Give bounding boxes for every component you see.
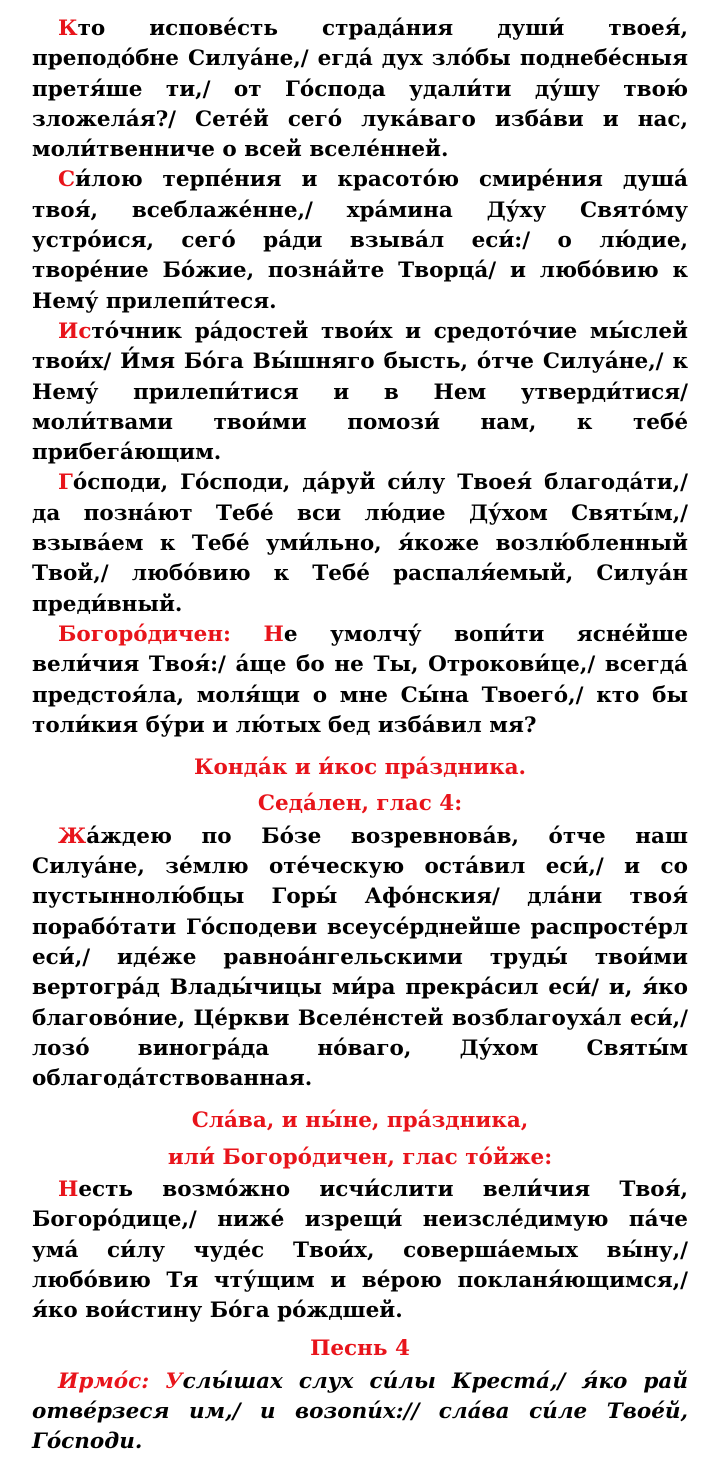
paragraph-text: е умолчу́ вопи́ти ясне́йше вели́чия Твоя́:/ а́ще бо не Ты, Отрокови́це,/ всегда́ предстоя́ла, моля́щи о мне Сы́на Твоего́,/ кто бы толи́кия бу́ри и лю́тых бед изба́вил мя? (32, 621, 688, 738)
paragraph-text: то испове́сть страда́ния души́ твоея́, преподо́бне Силуа́не,/ егда́ дух зло́бы поднебе́сныя претя́ше ти,/ от Го́спода удали́ти ду́шу твою́ зложела́я?/ Сете́й сего́ лука́ваго изба́ви и нас, моли́твенниче о всей вселе́нней. (32, 16, 688, 163)
troparion-paragraph-4 (32, 468, 688, 619)
troparion-paragraph-3 (32, 317, 688, 468)
paragraph-text: и́лою терпе́ния и красото́ю смире́ния душа́ твоя́, всеблаже́нне,/ хра́мина Ду́ху Свято́му устро́ися, сего́ ра́ди взыва́л еси́:/ о лю́дие, творе́ние Бо́жие, позна́йте Творца́/ и любо́вию к Нему́ прилепи́теся. (32, 167, 688, 314)
drop-initial: Н (58, 1176, 79, 1202)
drop-initial: Н (263, 621, 284, 647)
sedalen-paragraph (32, 822, 688, 1095)
rubric-label: Ирмо́с: (58, 1368, 166, 1394)
drop-initial: С (58, 167, 76, 193)
heading-bogorodichen: или́ Богоро́дичен, глас то́йже: (167, 1144, 553, 1170)
irmos-paragraph (32, 1367, 688, 1458)
paragraph-text: есть возмо́жно исчи́слити вели́чия Твоя́, Богоро́дице,/ ниже́ изрещи́ неизсле́димую па́че ума́ си́лу чуде́с Твои́х, соверша́емых вы́ну,/ любо́вию Тя чту́щим и ве́рою покланя́ющимся,/ я́ко вои́стину Бо́га ро́ждшей. (32, 1176, 688, 1324)
troparion-paragraph-1 (32, 14, 688, 165)
drop-initial: К (58, 16, 78, 41)
heading-pesn: Песнь 4 (310, 1336, 410, 1362)
heading-slava: Сла́ва, и ны́не, пра́здника, (191, 1108, 529, 1134)
troparion-paragraph-2 (32, 165, 688, 316)
paragraph-text: а́ждею по Бо́зе возревнова́в, о́тче наш Силуа́не, зе́млю оте́ческую оста́вил еси́,/ и со пустыннолю́бцы Горы́ Афо́нския/ дла́ни твоя́ порабо́тати Го́сподеви всеусе́рднейше распросте́рл еси́,/ иде́же равноа́нгельскими труды́ твои́ми вертогра́д Влады́чицы ми́ра прекра́сил еси́/ и, я́ко благово́ние, Це́ркви Вселе́нстей возблагоуха́л еси́,/ лозо́ виногра́да но́ваго, Ду́хом Святы́м облагода́тствованная. (32, 823, 688, 1092)
paragraph-text: о́споди, Го́споди, да́руй си́лу Твоея́ благода́ти,/ да позна́ют Тебе́ вси лю́дие Ду́хом Святы́м,/ взыва́ем к Тебе́ уми́льно, я́коже возлю́бленный Твой,/ любо́вию к Тебе́ распаля́емый, Силуа́н преди́вный. (32, 470, 688, 617)
drop-initial: Ж (58, 823, 87, 849)
paragraph-text: то́чник ра́достей твои́х и средото́чие мы́слей твои́х/ И́мя Бо́га Вы́шняго бысть, о́тче Силуа́не,/ к Нему́ прилепи́тися и в Нем утверди́тися/ моли́твами твои́ми помози́ нам, к тебе́ прибега́ющим. (32, 318, 688, 466)
drop-initial: Г (58, 470, 73, 496)
rubric-label: Богоро́дичен: (58, 621, 264, 647)
heading-sedalen: Седа́лен, глас 4: (257, 791, 463, 817)
paragraph-text: слы́шах слух си́лы Креста́,/ я́ко рай отве́рзеся им,/ и возопи́х:// сла́ва си́ле Твое́й, Го́споди. (32, 1368, 688, 1455)
heading-kondak: Конда́к и и́кос пра́здника. (193, 755, 527, 781)
drop-initial: У (165, 1368, 183, 1394)
bogorodichen-paragraph (32, 1175, 688, 1326)
theotokion-paragraph (32, 620, 688, 741)
drop-initial: Ис (58, 318, 92, 344)
